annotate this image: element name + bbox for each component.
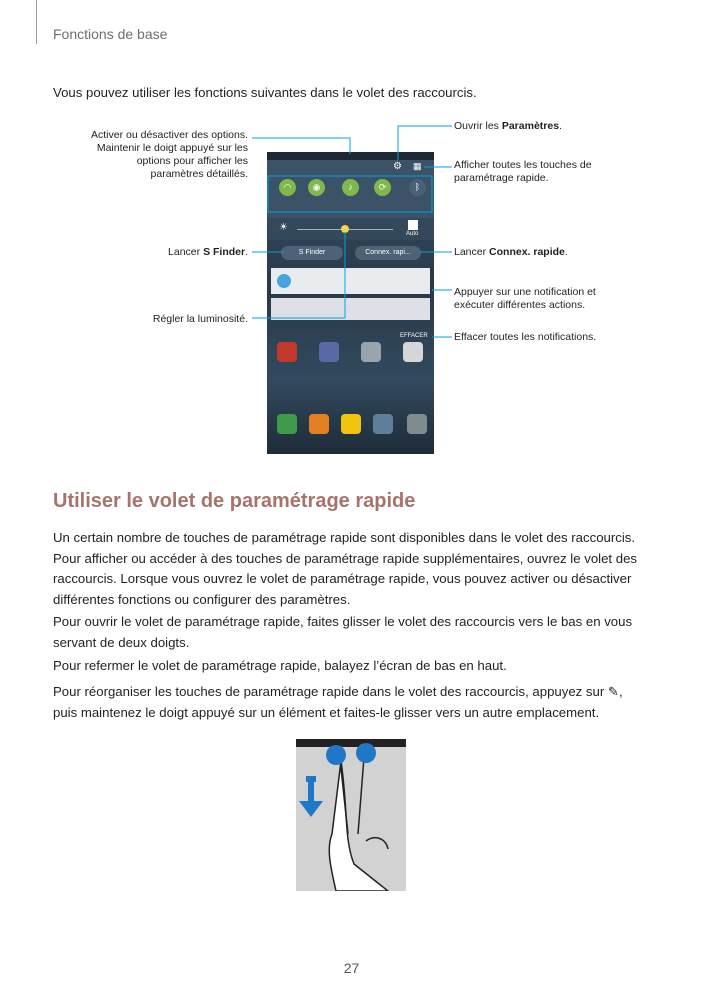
wifi-icon[interactable]: ◠ (279, 179, 296, 196)
sfinder-button[interactable]: S Finder (281, 246, 343, 260)
callout-settings: Ouvrir les Paramètres. (454, 120, 562, 132)
callout-toggle-line3: options pour afficher les (136, 155, 248, 167)
gesture-illustration (296, 739, 406, 891)
callout-sfinder: Lancer S Finder. (168, 246, 248, 258)
intro-text: Vous pouvez utiliser les fonctions suivantes dans le volet des raccourcis. (53, 85, 477, 100)
callout-notification-line1: Appuyer sur une notification et (454, 286, 596, 298)
callout-all-keys-line2: paramétrage rapide. (454, 172, 549, 184)
connex-button[interactable]: Connex. rapi... (355, 246, 421, 260)
paragraph-1: Un certain nombre de touches de paramétrage rapide sont disponibles dans le volet des raccourcis. Pour afficher ou accéder à des touches de paramétrage rapide supplémentaires, ouvrez le volet des raccourcis. Lorsque vous ouvrez le volet de paramétrage rapide, vous pouvez activer ou désactiver différentes fonctions ou configurer des paramètres. (53, 530, 638, 607)
section-heading: Utiliser le volet de paramétrage rapide (53, 490, 416, 512)
bluetooth-icon[interactable]: ᛒ (409, 179, 426, 196)
auto-label: Auto (406, 231, 419, 237)
two-finger-swipe-icon (296, 739, 406, 891)
clear-button[interactable]: EFFACER (400, 333, 428, 339)
callout-clear: Effacer toutes les notifications. (454, 331, 597, 343)
callout-toggle-line1: Activer ou désactiver des options. (91, 129, 248, 141)
grid-icon[interactable]: ▦ (413, 161, 422, 171)
callout-connect: Lancer Connex. rapide. (454, 246, 568, 258)
brightness-icon: ☀ (279, 222, 288, 233)
rotate-icon[interactable]: ⟳ (374, 179, 391, 196)
sound-icon[interactable]: ♪ (342, 179, 359, 196)
location-icon[interactable]: ◉ (308, 179, 325, 196)
pencil-icon: ✎ (607, 684, 619, 699)
paragraph-2: Pour ouvrir le volet de paramétrage rapide, faites glisser le volet des raccourcis vers le bas en vous servant de deux doigts. (53, 614, 633, 650)
paragraph-4: Pour réorganiser les touches de paramétrage rapide dans le volet des raccourcis, appuyez sur ✎, puis maintenez le doigt appuyé sur un élément et faites-le glisser vers un autre emplacement. (53, 684, 623, 720)
callout-lines (0, 0, 703, 470)
page-number: 27 (343, 960, 360, 976)
callout-toggle-line4: paramètres détaillés. (150, 168, 248, 180)
gear-icon[interactable]: ⚙ (393, 161, 402, 172)
section-header: Fonctions de base (53, 26, 168, 42)
callout-toggle-line2: Maintenir le doigt appuyé sur les (96, 142, 248, 154)
callout-all-keys-line1: Afficher toutes les touches de (454, 159, 592, 171)
paragraph-3: Pour refermer le volet de paramétrage rapide, balayez l’écran de bas en haut. (53, 658, 507, 673)
callout-brightness: Régler la luminosité. (152, 313, 248, 325)
callout-notification-line2: exécuter différentes actions. (454, 299, 586, 311)
